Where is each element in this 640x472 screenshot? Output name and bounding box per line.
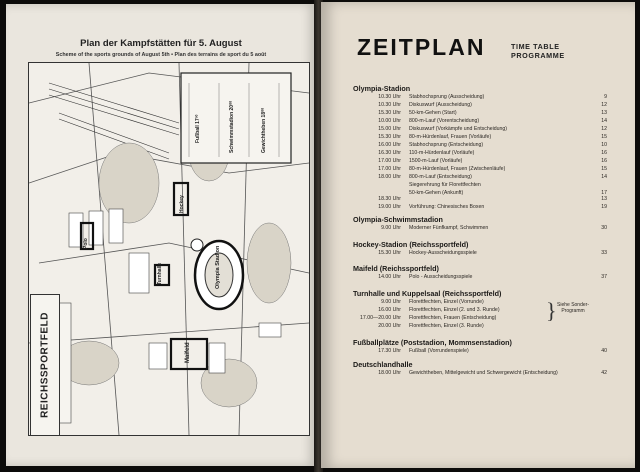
map-label-stadium: Olympia Stadion (215, 245, 221, 289)
schedule-row (357, 118, 607, 126)
row-time: 9.00 Uhr (381, 225, 401, 231)
schedule-row (357, 370, 607, 386)
venue-heading: Turnhalle und Kuppelsaal (Reichssportfeld) (353, 289, 502, 298)
map-label-football: Fußball 17³⁰ (195, 114, 201, 143)
row-event: Hockey-Ausscheidungsspiele (409, 250, 477, 256)
row-page: 13 (601, 196, 607, 202)
row-time: 20.00 Uhr (378, 323, 401, 329)
row-time: 18.30 Uhr (378, 196, 401, 202)
row-time: 15.30 Uhr (378, 134, 401, 140)
row-event: Diskuswurf (Vorkämpfe und Entscheidung) (409, 126, 508, 132)
row-page: 9 (604, 94, 607, 100)
row-time: 10.30 Uhr (378, 102, 401, 108)
row-event: 80-m-Hürdenlauf, Frauen (Vorläufe) (409, 134, 492, 140)
schedule-row (357, 134, 607, 142)
schedule-row (357, 150, 607, 158)
row-time: 16.30 Uhr (378, 150, 401, 156)
row-event: Diskuswurf (Ausscheidung) (409, 102, 472, 108)
right-page (321, 2, 635, 468)
schedule-row (357, 166, 607, 174)
row-time: 17.30 Uhr (378, 348, 401, 354)
time-table-label: TIME TABLE (511, 42, 560, 51)
venue-heading: Fußballplätze (Poststadion, Mommsenstadion) (353, 338, 512, 347)
row-event: 80-m-Hürdenlauf, Frauen (Zwischenläufe) (409, 166, 506, 172)
schedule-row (357, 348, 607, 356)
programme-label: PROGRAMME (511, 51, 565, 60)
row-page: 16 (601, 150, 607, 156)
row-page: 13 (601, 110, 607, 116)
schedule-row (357, 323, 607, 331)
map-label-polo: Polo (83, 238, 89, 249)
row-time: 17.00 Uhr (378, 158, 401, 164)
venue-heading: Olympia-Stadion (353, 84, 411, 93)
row-time: 17.00 Uhr (378, 166, 401, 172)
map-title: Plan der Kampfstätten für 5. August (80, 38, 242, 49)
row-page: 33 (601, 250, 607, 256)
map-label-hockey: Hockey (179, 195, 185, 213)
row-page: 17 (601, 190, 607, 196)
schedule-row (357, 102, 607, 110)
schedule-row (357, 94, 607, 102)
row-time: 15.30 Uhr (378, 250, 401, 256)
row-event: Gewichtheben, Mittelgewicht und Schwergewicht (Entscheidung) (409, 370, 558, 376)
schedule-row (357, 142, 607, 150)
map-label-weightlifting: Gewichtheben 18⁰⁰ (261, 107, 267, 153)
left-page (6, 4, 316, 466)
row-time: 19.00 Uhr (378, 204, 401, 210)
venue-heading: Deutschlandhalle (353, 360, 413, 369)
row-event: Fußball (Vorrundenspiele) (409, 348, 469, 354)
schedule-row (357, 204, 607, 212)
schedule-row (357, 225, 607, 233)
row-event: Vorführung: Chinesisches Boxen (409, 204, 485, 210)
row-time: 18.00 Uhr (378, 174, 401, 180)
row-event: Florettfechten, Einzel (2. und 3. Runde) (409, 307, 500, 313)
schedule-row (357, 274, 607, 282)
header-subtitle (511, 42, 565, 60)
map-label-swimming: Schwimmstadion 20⁰⁰ (229, 100, 235, 153)
sports-grounds-map (28, 62, 310, 436)
schedule-row (357, 174, 607, 182)
row-page: 10 (601, 142, 607, 148)
row-event: Florettfechten, Frauen (Entscheidung) (409, 315, 497, 321)
row-page: 15 (601, 166, 607, 172)
schedule-row (357, 158, 607, 166)
schedule-row (357, 126, 607, 134)
brace-mark: } (546, 298, 557, 323)
venue-heading: Olympia-Schwimmstadion (353, 215, 443, 224)
row-event: Siegerehrung für Florettfechten (409, 182, 481, 188)
row-page: 12 (601, 102, 607, 108)
row-page: 14 (601, 118, 607, 124)
row-event: 50-km-Gehen (Ankunft) (409, 190, 464, 196)
map-subtitle: Scheme of the sports grounds of August 5th • Plan des terrains de sport du 5 août (55, 52, 267, 58)
row-page: 16 (601, 158, 607, 164)
row-event: 800-m-Lauf (Vorentscheidung) (409, 118, 480, 124)
row-page: 12 (601, 126, 607, 132)
row-event: Stabhochsprung (Entscheidung) (409, 142, 484, 148)
venue-heading: Maifeld (Reichssportfeld) (353, 264, 439, 273)
row-page: 40 (601, 348, 607, 354)
zeitplan-header: ZEITPLAN (357, 34, 486, 60)
map-label-turnhalle: Turnhalle (157, 262, 163, 285)
row-page: 37 (601, 274, 607, 280)
row-event: Stabhochsprung (Ausscheidung) (409, 94, 485, 100)
row-event: Florettfechten, Einzel (Vorrunde) (409, 299, 484, 305)
row-event: 50-km-Gehen (Start) (409, 110, 457, 116)
row-page: 42 (601, 370, 607, 376)
row-event: 1500-m-Lauf (Vorläufe) (409, 158, 463, 164)
schedule-row (357, 196, 607, 204)
schedule-row (357, 182, 607, 190)
row-time: 9.00 Uhr (381, 299, 401, 305)
venue-heading: Hockey-Stadion (Reichssportfeld) (353, 240, 469, 249)
row-time: 10.00 Uhr (378, 118, 401, 124)
map-drawing (29, 63, 309, 435)
row-event: Florettfechten, Einzel (3. Runde) (409, 323, 484, 329)
reichssportfeld-text: REICHSSPORTFELD (39, 312, 51, 418)
row-page: 14 (601, 174, 607, 180)
row-time: 15.00 Uhr (378, 126, 401, 132)
row-page: 15 (601, 134, 607, 140)
row-event: 800-m-Lauf (Entscheidung) (409, 174, 472, 180)
schedule-row (357, 110, 607, 118)
row-time: 15.30 Uhr (378, 110, 401, 116)
row-page: 30 (601, 225, 607, 231)
row-time: 16.00 Uhr (378, 307, 401, 313)
row-time: 10.30 Uhr (378, 94, 401, 100)
map-label-maifeld: Maifeld (185, 342, 191, 363)
row-time: 18.00 Uhr (378, 370, 401, 376)
special-programme-note: Siehe Sonder-Programm (557, 302, 589, 314)
schedule-row (357, 315, 607, 323)
row-page: 19 (601, 204, 607, 210)
row-time: 16.00 Uhr (378, 142, 401, 148)
schedule-row (357, 250, 607, 258)
row-event: Polo - Ausscheidungsspiele (409, 274, 473, 280)
reichssportfeld-label (30, 294, 60, 436)
row-time: 14.00 Uhr (378, 274, 401, 280)
row-event: 110-m-Hürdenlauf (Vorläufe) (409, 150, 475, 156)
row-event: Moderner Fünfkampf, Schwimmen (409, 225, 489, 231)
row-time: 17.00—20.00 Uhr (360, 315, 401, 321)
